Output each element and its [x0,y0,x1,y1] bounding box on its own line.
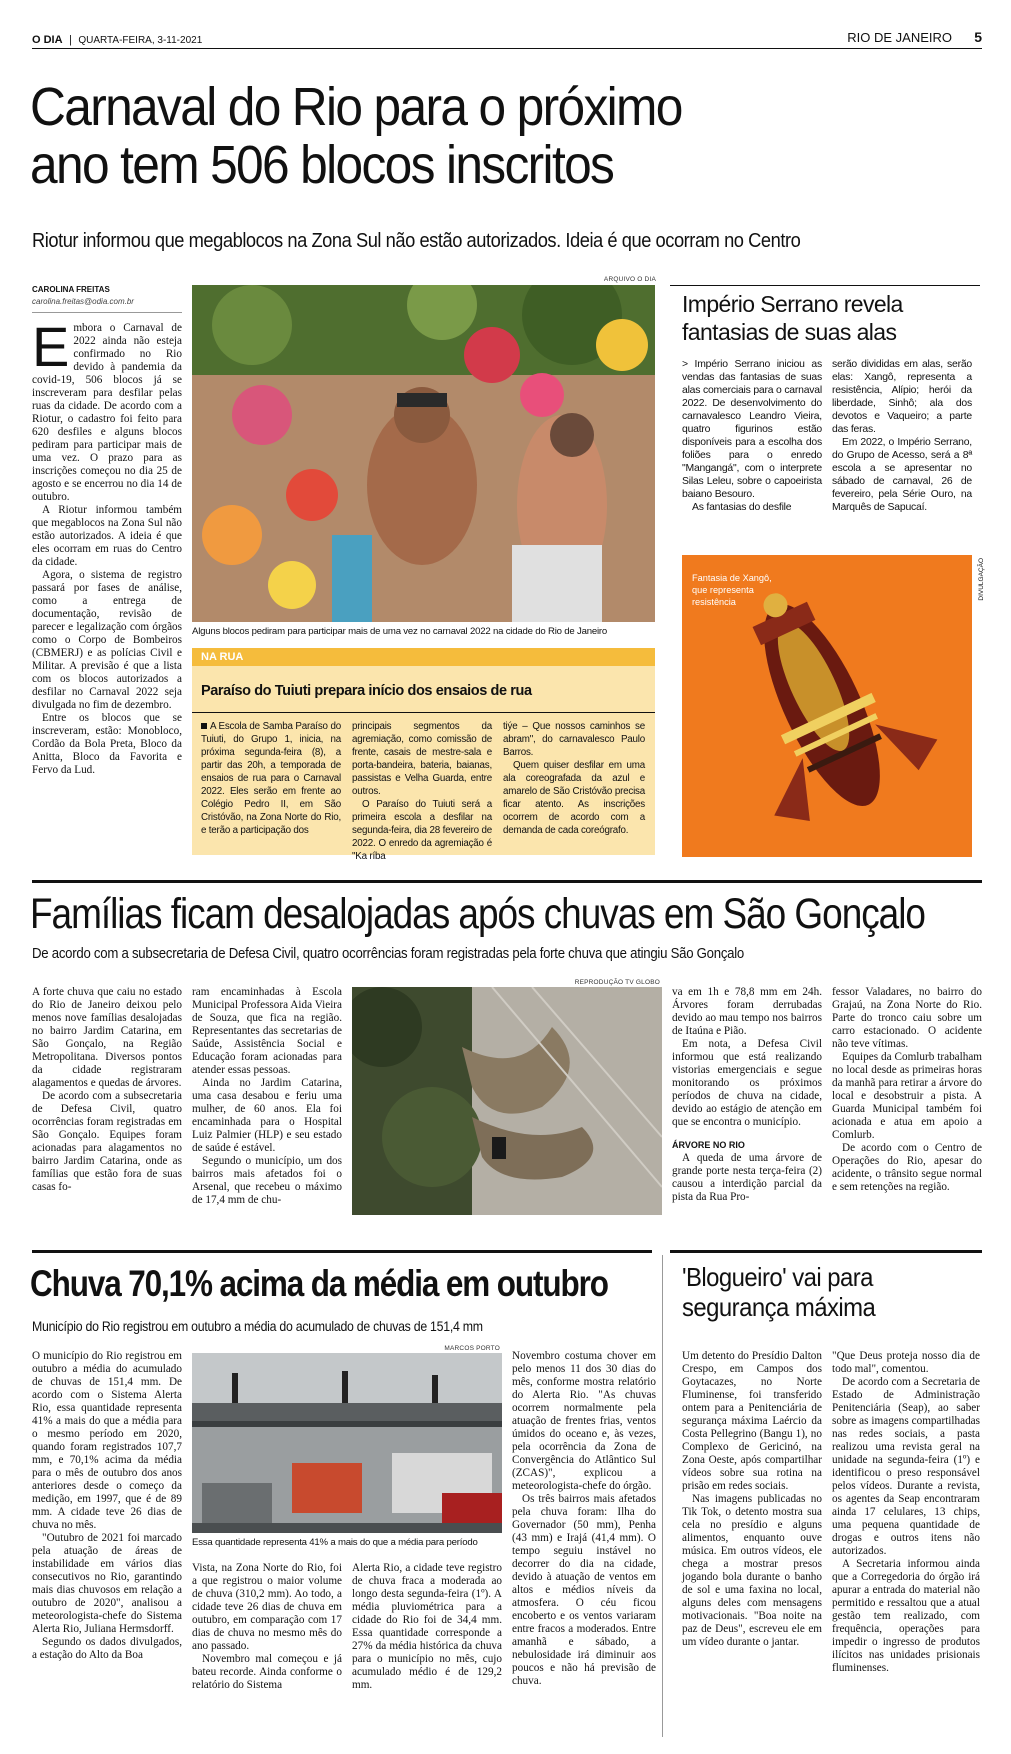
familias-photo-credit: REPRODUÇÃO TV GLOBO [574,979,660,986]
na-rua-label: NA RUA [201,651,244,663]
page-header: O DIA | QUARTA-FEIRA, 3-11-2021 RIO DE JANEIRO 5 [32,29,982,46]
author-byline: CAROLINA FREITAS [32,285,110,294]
section-rule-2 [32,1250,652,1253]
issue-date: QUARTA-FEIRA, 3-11-2021 [78,35,203,46]
familias-col-2: ram encaminhadas à Escola Municipal Professora Aida Vieira de Souza, que fica na região. Representantes das secretarias de Saúde, Assistência Social e Educação foram acionadas para atender essas pessoas. Ainda no Jardim Catarina, uma casa desabou e feriu uma mulher, de 60 anos. Ela foi encaminhada para o Hospital Luiz Palmier (HLP) e seu estado de saúde é estável. Segundo o município, um dos bairros mais afetados foi o Arsenal, que recebeu o máximo de 17,4 mm de chu- [192,986,342,1206]
na-rua-rule [192,712,655,713]
imperio-col-1: > Império Serrano iniciou as vendas das fantasias de suas alas comerciais para o carnaval 2022. De desenvolvimento do carnavalesco Leandro Vieira, quatro figurinos estão disponíveis para a escolha dos foliões para o enredo "Mangangá", com o interprete Silas Leleu, sobre o capoeirista baiano Besouro. As fantasias do desfile [682,359,822,513]
main-photo-credit: ARQUIVO O DIA [603,276,656,283]
chuva-photo-caption: Essa quantidade representa 41% a mais do que a média para período [192,1537,478,1548]
bullet-square [201,723,207,729]
main-para-4: Entre os blocos que se inscreveram, estão: Monobloco, Cordão da Bola Preta, Bloco da Anitta, Bloco da Favorita e Fervo da Lud. [32,712,182,776]
paper-name: O DIA [32,34,63,46]
chuva-subhead: Município do Rio registrou em outubro a média do acumulado de chuvas de 151,4 mm [32,1318,483,1334]
familias-col-1: A forte chuva que caiu no estado do Rio de Janeiro deixou pelo menos nove famílias desalojadas no bairro Jardim Catarina, em São Gonçalo, na Região Metropolitana. Diversos pontos da cidade registraram alagamentos e quedas de árvores. De acordo com a subsecretaria de Defesa Civil, quatro ocorrências foram registradas em São Gonçalo. Equipes foram acionadas para alagamentos no bairro Jardim Catarina, onde as famílias que estão fora de suas casas fo- [32,986,182,1193]
main-para-2: A Riotur informou também que megablocos na Zona Sul não estão autorizados. A ideia é que eles ocorram em ruas do Centro da cidade. [32,504,182,568]
familias-col-4: fessor Valadares, no bairro do Grajaú, na Zona Norte do Rio. Parte do tronco caiu sobre um carro estacionado. O acidente não teve vítimas. Equipes da Comlurb trabalham no local desde as primeiras horas da manhã para retirar a árvore do local e desobstruir a pista. A Guarda Municipal também foi acionada e atua em apoio a Comlurb. De acordo com o Centro de Operações do Rio, apesar do acidente, o trânsito segue normal e sem retenções na região. [832,986,982,1193]
flood-photo-art [352,987,662,1215]
blogueiro-col-1: Um detento do Presídio Dalton Crespo, em Campos dos Goytacazes, no Norte Fluminense, foi transferido ontem para a Penitenciária de segurança máxima Laércio da Costa Pellegrino (Bangu 1), no Complexo de Gericinó, na Zona Oeste, após compartilhar vídeos sobre sua rotina na prisão em redes sociais. Nas imagens publicadas no Tik Tok, o detento mostra sua cela no presídio e alguns alimentos, enquanto ouve música. Em outros vídeos, ele chega a mostrar presos jogando bola durante o banho de sol e uma faxina no local, alguns deles com mensagens motivacionais. "Boa noite na paz de Deus", escreveu ele em um vídeo durante o jantar. [682,1350,822,1648]
imperio-photo-credit: DIVULGAÇÃO [978,558,985,601]
familias-subhead: De acordo com a subsecretaria de Defesa Civil, quatro ocorrências foram registradas pela forte chuva que atingiu São Gonçalo [32,945,745,962]
header-rule [32,48,982,49]
imperio-headline: Império Serrano revela fantasias de suas alas [682,291,903,345]
rain-photo-art [192,1353,502,1533]
main-body [32,315,182,777]
chuva-headline: Chuva 70,1% acima da média em outubro [30,1263,608,1304]
carnival-crowd-photo [192,285,655,622]
blogueiro-headline: 'Blogueiro' vai para segurança máxima [682,1262,876,1322]
flooded-road-photo [352,987,662,1215]
main-para-3: Agora, o sistema de registro passará por fases de análise, como a entrega de documentação, revisão de parecer e legalização com órgãos como o Corpo de Bombeiros (CBMERJ) e as polícias Civil e Militar. A previsão é que a lista com os blocos autorizados a desfilar no Carnaval 2022 seja divulgada no fim de dezembro. [32,569,182,711]
byline-rule [32,312,182,313]
chuva-photo-credit: MARCOS PORTO [444,1345,500,1352]
main-para-1: mbora o Carnaval de 2022 ainda não esteja confirmado no Rio devido à pandemia da covid-19, 506 blocos já se inscreveram para desfilar pelas ruas da cidade. De acordo com a Riotur, o cadastro foi feito para 620 desfiles e alguns blocos pediram para participar mais de uma vez. O prazo para as inscrições começou no dia 25 de agosto e se encerrou no dia 14 de outubro. [32,322,182,503]
na-rua-col-2: principais segmentos da agremiação, como comissão de frente, casais de mestre-sala e porta-bandeira, bateria, baianas, passistas e Velha Guarda, entre outros. O Paraíso do Tuiuti será a primeira escola a desfilar na segunda-feira, dia 28 fevereiro de 2022. O enredo da agremiação é "Ka ríba [352,721,492,862]
arvore-subhead: ÁRVORE NO RIO [672,1140,745,1150]
section-rule-3 [670,1250,982,1253]
na-rua-col-3: tiýe – Que nossos caminhos se abram", do carnavalesco Paulo Barros. Quem quiser desfilar em uma ala coreografada da azul e amarelo de São Cristóvão precisa ficar atento. As inscrições ocorrem de acordo com a demanda de cada coreógrafo. [503,721,645,836]
familias-col-3: va em 1h e 78,8 mm em 24h. Árvores foram derrubadas devido ao mau tempo nos bairros de Itaúna e Pião. Em nota, a Defesa Civil informou que está realizando vistorias emergenciais e segue monitorando os próximos períodos de chuva na cidade, devido ao estágio de atenção em que se encontra o município. ÁRVORE NO RIO A queda de uma árvore de grande porte nesta terça-feira (2) causou a interdição parcial da pista da Rua Pro- [672,986,822,1203]
familias-headline: Famílias ficam desalojadas após chuvas em São Gonçalo [30,890,925,938]
chuva-col-3: Alerta Rio, a cidade teve registro de chuva fraca a moderada ao longo desta segunda-feira (1º). A média pluviométrica para a cidade do Rio foi de 34,4 mm. Essa quantidade corresponde a 27% da média histórica da chuva para o município no mês, cujo acumulado médio é de 129,2 mm. [352,1562,502,1691]
imperio-top-rule [670,285,980,286]
na-rua-box [192,666,655,862]
main-headline: Carnaval do Rio para o próximo ano tem 506 blocos inscritos [30,77,682,195]
imperio-col-2: serão divididas em alas, serão elas: Xangô, representa a resistência, Alípio; herói da liberdade, Sinhô; ala dos devotos e Vaqueiro; a parte das feras. Em 2022, o Império Serrano, do Grupo de Acesso, será a 8ª escola a se apresentar no sábado de carnaval, 26 de fevereiro, pela Série Ouro, na Marquês de Sapucaí. [832,359,972,513]
carnival-photo-art [192,285,655,622]
na-rua-col-1: A Escola de Samba Paraíso do Tuiuti, do Grupo 1, inicia, na próxima segunda-feira (8), a partir das 20h, a temporada de ensaios de rua para o Carnaval 2022. Eles serão em frente ao Colégio Pedro II, em São Cristóvão, na Zona Norte do Rio, e terão a participação dos [201,721,341,836]
author-email: carolina.freitas@odia.com.br [32,297,134,306]
main-photo-caption: Alguns blocos pediram para participar mais de uma vez no carnaval 2022 na cidade do Rio de Janeiro [192,626,608,637]
na-rua-label-bar [192,648,655,666]
section-rule-1 [32,880,982,883]
chuva-col-1: O município do Rio registrou em outubro a média do acumulado de chuvas de 151,4 mm. De acordo com o Sistema Alerta Rio, essa quantidade representa 41% a mais do que a média para o mesmo período em 2020, quando foram registrados 107,7 mm, e 70,1% acima da média para o mês de outubro dos anos anteriores desde o começo da medição, em 1997, que é de 89 mm. A cidade teve 26 dias de chuva no mês. "Outubro de 2021 foi marcado pela atuação de áreas de instabilidade em vários dias consecutivos no Rio, garantindo mais dias chuvosos em relação a outubro de 2020", analisou a meteorologista-chefe do Sistema Alerta Rio, Juliana Hermsdorff. Segundo os dados divulgados, a estação do Alto da Boa [32,1350,182,1661]
main-subhead: Riotur informou que megablocos na Zona Sul não estão autorizados. Ideia é que ocorram no Centro [32,230,801,252]
chuva-col-4: Novembro costuma chover em pelo menos 11 dos 30 dias do mês, conforme mostra relatório do Alerta Rio. "As chuvas ocorrem normalmente pela atuação de frentes frias, ventos úmidos do oceano e, às vezes, pela ocorrência da Zona de Convergência do Atlântico Sul (ZCAS)", explicou a meteorologista-chefe do órgão. Os três bairros mais afetados pela chuva foram: Ilha do Governador (50 mm), Penha (43 mm) e Irajá (41,4 mm). O tempo seguiu instável no decorrer do dia na cidade, devido à atuação de ventos em altos e médios níveis da atmosfera. O céu ficou encoberto e os ventos variaram entre fracos a moderados. Entre amanhã e sábado, a nebulosidade irá diminuir aos poucos e não há previsão de chuva. [512,1350,656,1687]
rain-traffic-photo [192,1353,502,1533]
page-number: 5 [974,29,982,45]
vertical-divider [662,1255,663,1737]
imperio-photo-caption: Fantasia de Xangô, que representa resistência [692,573,772,607]
blogueiro-col-2: "Que Deus proteja nosso dia de todo mal", comentou. De acordo com a Secretaria de Estado de Administração Penitenciária (Seap), ao saber sobre as imagens compartilhadas nas redes sociais, a pasta realizou uma revista geral na unidade na segunda-feira (1º) e identificou o preso responsável pelos vídeos. Durante a revista, os agentes da Seap encontraram ainda 17 celulares, 13 chips, uma pequena quantidade de drogas e outros itens não autorizados. A Secretaria informou ainda que a Corregedoria do órgão irá apurar a entrada do material não permitido e ressaltou que a atual gestão tem realizado, com frequência, operações para impedir o ingresso de produtos ilícitos nas unidades prisionais fluminenses. [832,1350,980,1674]
section-name: RIO DE JANEIRO [847,30,952,45]
drop-cap: E [32,315,70,378]
chuva-col-2: Vista, na Zona Norte do Rio, foi a que registrou o maior volume de chuva (310,2 mm). Ao todo, a cidade teve 26 dias de chuva em outubro, em comparação com 17 dias de chuva no mesmo mês do ano passado. Novembro mal começou e já bateu recorde. Ainda conforme o relatório do Sistema [192,1562,342,1691]
na-rua-title: Paraíso do Tuiuti prepara início dos ensaios de rua [201,683,532,699]
